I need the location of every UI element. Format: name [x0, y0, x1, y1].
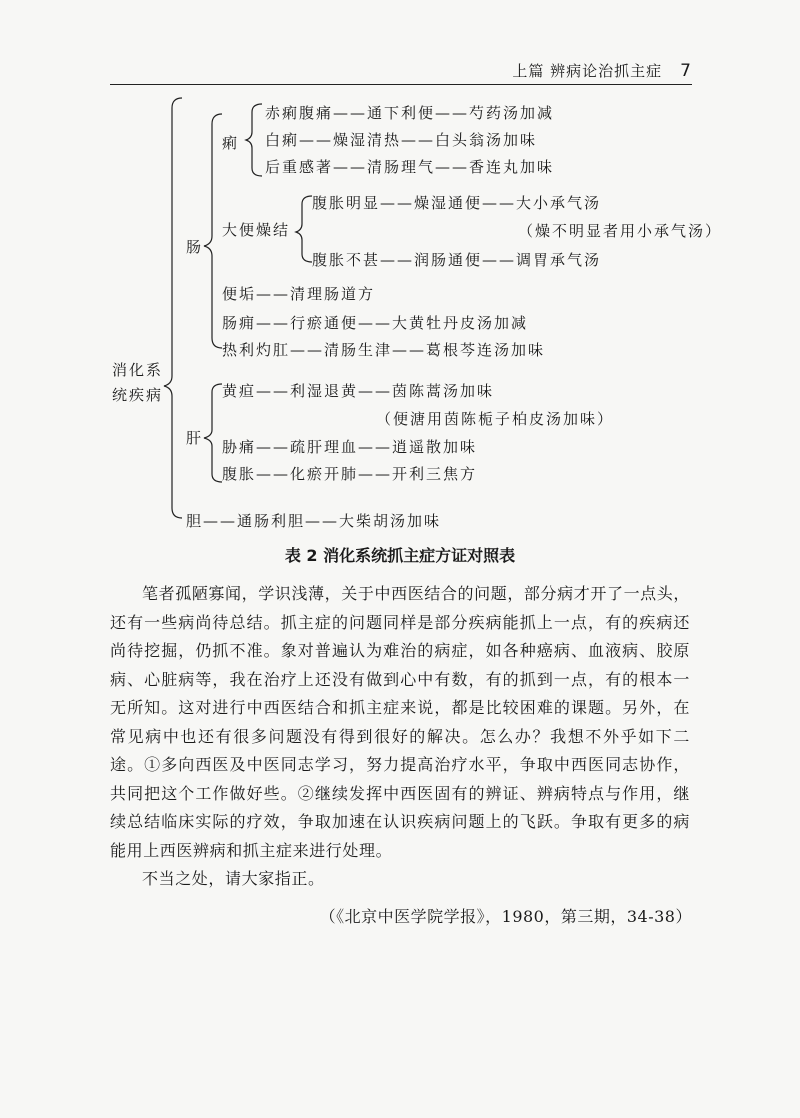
constipation-note: （燥不明显者用小承气汤） [518, 222, 723, 240]
dysentery-label: 痢 [222, 134, 240, 152]
intestine-item: 热利灼肛——清肠生津——葛根芩连汤加味 [222, 341, 546, 359]
intestine-item: 肠痈——行瘀通便——大黄牡丹皮汤加减 [222, 314, 529, 332]
root-label-line1: 消化系 [112, 361, 164, 379]
dysentery-item: 赤痢腹痛——通下利便——芍药汤加减 [265, 104, 555, 122]
header-title: 上篇 辨病论治抓主症 [512, 62, 663, 80]
dysentery-item: 后重感著——清肠理气——香连丸加味 [265, 158, 555, 176]
paragraph: 笔者孤陋寡闻，学识浅薄，关于中西医结合的问题，部分病才开了一点头，还有一些病尚待总结。抓主症的问题同样是部分疾病能抓上一点，有的疾病还尚待挖掘，仍抓不准。象对普遍认为难治的病症，如各种癌病、血液病、胶原病、心脏病等，我在治疗上还没有做到心中有数，有的抓到一点，有的根本一无所知。这对进行中西医结合和抓主症来说，都是比较困难的课题。另外，在常见病中也还有很多问题没有得到很好的解决。怎么办？我想不外乎如下二途。①多向西医及中医同志学习，努力提高治疗水平，争取中西医同志协作，共同把这个工作做好些。②继续发挥中西医固有的辨证、辨病特点与作用，继续总结临床实际的疗效，争取加速在认识疾病问题上的飞跃。争取有更多的病能用上西医辨病和抓主症来进行处理。 [110, 584, 690, 860]
intestine-item: 便垢——清理肠道方 [222, 285, 376, 303]
root-label-line2: 统疾病 [112, 386, 164, 404]
running-header [512, 60, 692, 81]
paragraph: 不当之处，请大家指正。 [142, 869, 325, 888]
table-caption: 表 2 消化系统抓主症方证对照表 [284, 546, 516, 565]
page-number: 7 [680, 61, 692, 81]
intestine-label: 肠 [186, 238, 204, 256]
liver-note: （便溏用茵陈栀子柏皮汤加味） [376, 410, 615, 428]
liver-item: 腹胀——化瘀开肺——开利三焦方 [222, 465, 478, 483]
constipation-item: 腹胀明显——燥湿通便——大小承气汤 [312, 194, 602, 212]
liver-item: 黄疸——利湿退黄——茵陈蒿汤加味 [222, 382, 495, 400]
dysentery-item: 白痢——燥湿清热——白头翁汤加味 [265, 131, 538, 149]
citation: （《北京中医学院学报》，1980，第三期，34-38） [319, 907, 692, 926]
constipation-item: 腹胀不甚——润肠通便——调胃承气汤 [312, 251, 602, 269]
liver-item: 胁痛——疏肝理血——逍遥散加味 [222, 438, 478, 456]
gallbladder-item: 胆——通肠利胆——大柴胡汤加味 [186, 512, 442, 530]
header-rule [110, 84, 692, 85]
constipation-label: 大便燥结 [222, 221, 291, 239]
body-text [110, 580, 690, 894]
root-bracket [160, 96, 190, 526]
liver-label: 肝 [186, 429, 204, 447]
